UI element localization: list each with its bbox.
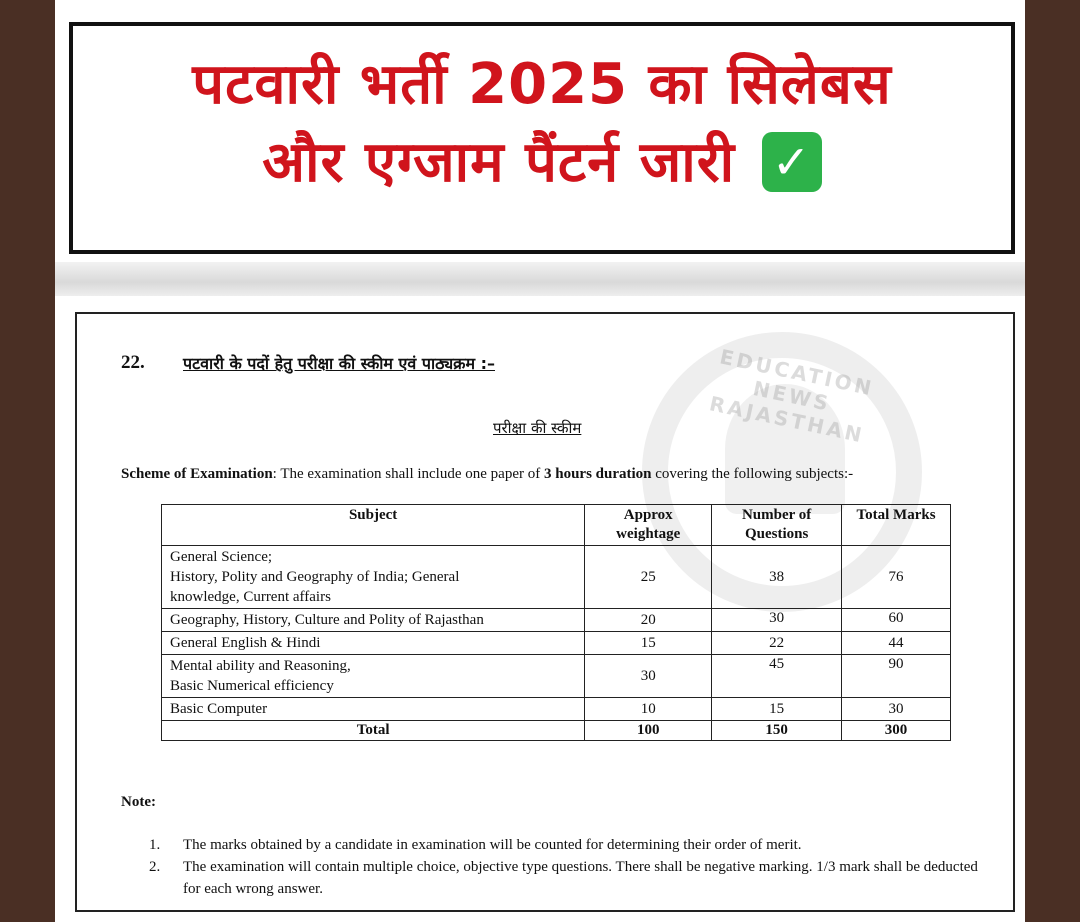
check-mark-icon: ✓: [762, 132, 822, 192]
syllabus-table: [161, 504, 951, 741]
table-row: [162, 609, 951, 632]
header-subject: Subject: [162, 505, 585, 546]
note-text: The marks obtained by a candidate in examination will be counted for determining their order of merit.: [183, 837, 802, 853]
weightage-cell: 20: [585, 609, 712, 632]
marks-cell: 30: [842, 698, 951, 721]
table-row: [162, 655, 951, 698]
scheme-duration: 3 hours duration: [543, 466, 652, 482]
weightage-cell: 25: [585, 546, 712, 609]
weightage-cell: 15: [585, 632, 712, 655]
headline-line-2-text: और एग्जाम पैंटर्न जारी: [262, 130, 736, 195]
total-weightage: 100: [585, 721, 712, 741]
subject-line: History, Polity and Geography of India; General: [170, 569, 460, 585]
subject-line: Basic Numerical efficiency: [170, 678, 334, 694]
watermark-text: EDUCATION NEWS RAJASTHAN: [707, 344, 877, 448]
table-row: [162, 698, 951, 721]
page: [55, 0, 1025, 922]
subject-cell: [162, 546, 585, 609]
subject-line: General Science;: [170, 549, 273, 565]
table-total-row: [162, 721, 951, 741]
document-scan: [75, 312, 1015, 912]
note-list: [149, 834, 989, 900]
table-header-row: [162, 505, 951, 546]
questions-cell: 15: [712, 698, 842, 721]
section-title: पटवारी के पदों हेतु परीक्षा की स्कीम एवं पाठ्यक्रम :–: [183, 354, 495, 373]
total-marks: 300: [842, 721, 951, 741]
marks-cell: 76: [842, 546, 951, 609]
headline-line-1: पटवारी भर्ती 2025 का सिलेबस: [192, 52, 892, 117]
subject-line: Mental ability and Reasoning,: [170, 658, 351, 674]
note-item: [149, 856, 989, 900]
subject-line: knowledge, Current affairs: [170, 589, 331, 605]
left-frame: [0, 0, 55, 922]
header-weightage: Approx weightage: [585, 505, 712, 546]
subject-cell: General English & Hindi: [162, 632, 585, 655]
headline-line-2: [73, 128, 1011, 198]
scheme-text-1: : The examination shall include one paper of: [272, 466, 544, 482]
scheme-description: [121, 466, 853, 483]
table-row: [162, 632, 951, 655]
note-heading: Note:: [121, 794, 156, 810]
note-number: 2.: [149, 859, 161, 875]
questions-cell: 22: [712, 632, 842, 655]
total-questions: 150: [712, 721, 842, 741]
marks-cell: 44: [842, 632, 951, 655]
marks-cell: 90: [842, 655, 951, 698]
note-text: The examination will contain multiple choice, objective type questions. There shall be negative marking. 1/3 mark shall be deducted for each wrong answer.: [183, 859, 978, 897]
weightage-cell: 10: [585, 698, 712, 721]
emblem-icon: [725, 384, 845, 514]
header-questions: Number of Questions: [712, 505, 842, 546]
questions-cell: 45: [712, 655, 842, 698]
subject-cell: Basic Computer: [162, 698, 585, 721]
headline-banner: [69, 22, 1015, 254]
note-item: [149, 834, 989, 856]
note-number: 1.: [149, 837, 161, 853]
header-marks: Total Marks: [842, 505, 951, 546]
weightage-cell: 30: [585, 655, 712, 698]
scheme-label: Scheme of Examination: [121, 466, 273, 482]
right-frame: [1025, 0, 1080, 922]
questions-cell: 30: [712, 609, 842, 632]
questions-cell: 38: [712, 546, 842, 609]
scheme-text-2: covering the following subjects:-: [651, 466, 854, 482]
total-label: Total: [162, 721, 585, 741]
table-row: [162, 546, 951, 609]
scheme-title: परीक्षा की स्कीम: [493, 419, 582, 437]
subject-cell: Geography, History, Culture and Polity of Rajasthan: [162, 609, 585, 632]
divider-band: [55, 262, 1025, 296]
subject-cell: [162, 655, 585, 698]
section-number: 22.: [121, 352, 145, 373]
marks-cell: 60: [842, 609, 951, 632]
